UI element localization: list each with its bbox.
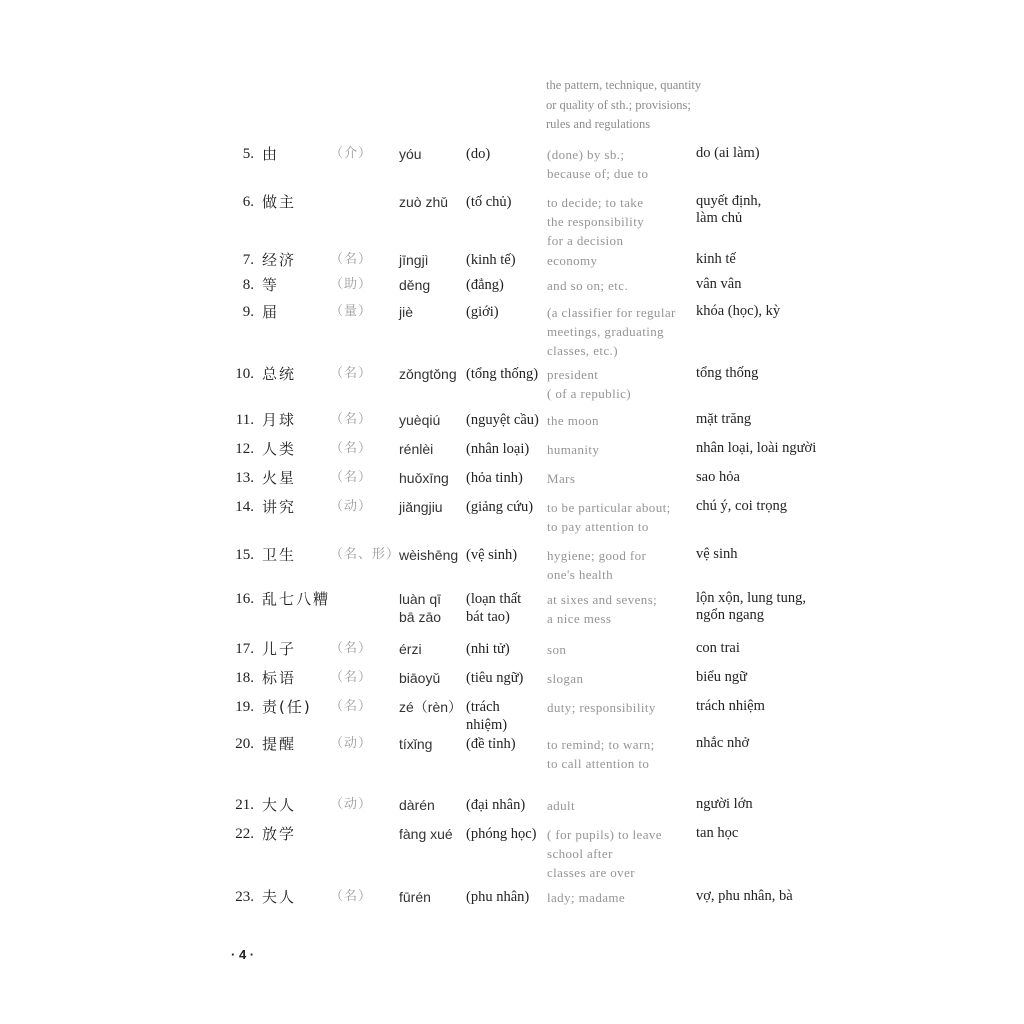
entry-sino-vietnamese: (tiêu ngữ) [466, 670, 524, 686]
entry-hanzi: 做主 [262, 193, 297, 211]
entry-number: 12. [235, 441, 254, 457]
entry-number: 6. [242, 194, 254, 210]
entry-sino-vietnamese: (tổng thống) [466, 366, 539, 382]
entry-pinyin: huǒxīng [399, 470, 449, 486]
entry-number: 19. [235, 699, 254, 715]
entry-sino-vietnamese: (đẳng) [466, 277, 504, 293]
entry-english: at sixes and sevens; a nice mess [547, 592, 658, 626]
entry-part-of-speech: （动） [330, 797, 373, 812]
entry-english: (done) by sb.; because of; due to [547, 147, 649, 181]
entry-pinyin: fàng xué [399, 826, 453, 842]
page-number: · 4 · [231, 947, 255, 962]
entry-hanzi: 由 [262, 145, 280, 163]
entry-pinyin: yóu [399, 146, 422, 162]
entry-hanzi: 大人 [262, 796, 297, 814]
entry-english: economy [547, 253, 598, 268]
entry-sino-vietnamese: (đại nhân) [466, 797, 526, 813]
entry-english: humanity [547, 442, 600, 457]
entry-hanzi: 等 [262, 276, 280, 294]
entry-english: to decide; to take the responsibility for a decision [547, 195, 645, 248]
entry-part-of-speech: （名） [330, 366, 373, 381]
entry-vietnamese: vợ, phu nhân, bà [696, 888, 793, 904]
entry-english: son [547, 642, 567, 657]
entry-vietnamese: sao hỏa [696, 469, 740, 485]
entry-number: 16. [235, 591, 254, 607]
entry-number: 17. [235, 641, 254, 657]
entry-number: 7. [242, 252, 254, 268]
entry-hanzi: 总统 [262, 365, 297, 383]
continued-definition: the pattern, technique, quantity or quality of sth.; provisions; rules and regulations [546, 78, 702, 131]
entry-vietnamese: chú ý, coi trọng [696, 498, 788, 514]
entry-vietnamese: do (ai làm) [696, 145, 760, 161]
entry-part-of-speech: （名） [330, 889, 373, 904]
entry-sino-vietnamese: (giảng cứu) [466, 499, 534, 515]
entry-sino-vietnamese: (nhi tử) [466, 641, 510, 657]
entry-pinyin: děng [399, 277, 431, 293]
entry-hanzi: 卫生 [262, 546, 297, 564]
entry-part-of-speech: （名） [330, 699, 373, 714]
entry-sino-vietnamese: (kinh tế) [466, 252, 516, 268]
entry-pinyin: jiǎngjiu [399, 499, 443, 515]
entry-english: adult [547, 798, 575, 813]
entry-number: 11. [235, 412, 254, 428]
entry-sino-vietnamese: (nhân loại) [466, 441, 530, 457]
entry-vietnamese: nhân loại, loài người [696, 440, 817, 456]
entry-hanzi: 责(任) [262, 698, 312, 716]
entry-part-of-speech: （名、形） [330, 547, 401, 562]
entry-vietnamese: nhắc nhở [696, 735, 750, 751]
entry-part-of-speech: （名） [330, 670, 373, 685]
entry-vietnamese: vệ sinh [696, 546, 738, 562]
entry-number: 8. [242, 277, 254, 293]
entry-pinyin: fūrén [399, 889, 431, 905]
entry-sino-vietnamese: (do) [466, 146, 491, 162]
entry-hanzi: 届 [262, 303, 280, 321]
entry-number: 22. [235, 826, 254, 842]
entry-sino-vietnamese: (đề tỉnh) [466, 736, 516, 752]
entry-pinyin: wèishēng [399, 547, 459, 563]
entry-vietnamese: tan học [696, 825, 739, 841]
entry-pinyin: tíxǐng [399, 736, 433, 752]
entry-vietnamese: mặt trăng [696, 411, 752, 427]
entry-number: 10. [235, 366, 254, 382]
entry-number: 14. [235, 499, 254, 515]
entry-number: 20. [235, 736, 254, 752]
entry-english: president ( of a republic) [547, 367, 631, 401]
entry-sino-vietnamese: (nguyệt cầu) [466, 412, 539, 428]
entry-number: 13. [235, 470, 254, 486]
entry-english: Mars [547, 471, 576, 486]
entry-pinyin: jiè [399, 304, 414, 320]
entry-sino-vietnamese: (loạn thất bát tao) [466, 591, 522, 625]
entry-hanzi: 提醒 [262, 735, 297, 753]
entry-hanzi: 火星 [262, 469, 297, 487]
entry-number: 23. [235, 889, 254, 905]
entry-sino-vietnamese: (hỏa tinh) [466, 470, 523, 486]
entry-part-of-speech: （名） [330, 412, 373, 427]
entry-hanzi: 夫人 [262, 888, 297, 906]
entry-english: slogan [547, 671, 584, 686]
entry-part-of-speech: （名） [330, 470, 373, 485]
entry-part-of-speech: （介） [330, 146, 373, 161]
entry-pinyin: jīngjì [399, 252, 429, 268]
entry-sino-vietnamese: (phu nhân) [466, 889, 530, 905]
entry-number: 18. [235, 670, 254, 686]
entry-sino-vietnamese: (vệ sinh) [466, 547, 518, 563]
entry-pinyin: rénlèi [399, 441, 434, 457]
entry-vietnamese: vân vân [696, 276, 742, 292]
entry-english: to remind; to warn; to call attention to [547, 737, 655, 771]
entry-hanzi: 人类 [262, 440, 297, 458]
entry-part-of-speech: （名） [330, 641, 373, 656]
entry-vietnamese: người lớn [696, 796, 753, 812]
entry-hanzi: 标语 [262, 669, 297, 687]
entry-part-of-speech: （动） [330, 736, 373, 751]
entry-sino-vietnamese: (giới) [466, 304, 499, 320]
entry-english: duty; responsibility [547, 700, 656, 715]
entry-part-of-speech: （量） [330, 304, 373, 319]
entry-part-of-speech: （名） [330, 441, 373, 456]
entry-pinyin: biāoyǔ [399, 670, 441, 686]
entry-hanzi: 放学 [262, 825, 297, 843]
entry-hanzi: 月球 [262, 411, 297, 429]
entry-number: 5. [242, 146, 254, 162]
entry-hanzi: 乱七八糟 [262, 590, 331, 608]
entry-hanzi: 儿子 [262, 640, 297, 658]
entry-vietnamese: trách nhiệm [696, 698, 765, 714]
entry-pinyin: dàrén [399, 797, 435, 813]
entry-vietnamese: kinh tế [696, 251, 736, 267]
entry-vietnamese: quyết định, làm chủ [696, 193, 762, 226]
entry-english: and so on; etc. [547, 278, 629, 293]
entry-part-of-speech: （名） [330, 252, 373, 267]
entry-vietnamese: biểu ngữ [696, 669, 747, 685]
entry-english: ( for pupils) to leave school after classes are over [547, 827, 662, 880]
entry-english: lady; madame [547, 890, 626, 905]
entry-vietnamese: khóa (học), kỳ [696, 303, 781, 319]
entry-part-of-speech: （助） [330, 277, 373, 292]
entry-pinyin: luàn qī bā zāo [399, 591, 442, 625]
entry-vietnamese: lộn xộn, lung tung, ngổn ngang [696, 590, 806, 623]
entry-pinyin: érzi [399, 641, 422, 657]
entry-part-of-speech: （动） [330, 499, 373, 514]
entry-english: (a classifier for regular meetings, graduating classes, etc.) [547, 305, 676, 358]
entry-hanzi: 讲究 [262, 498, 297, 516]
entry-vietnamese: tổng thống [696, 365, 759, 381]
entry-english: hygiene; good for one's health [547, 548, 647, 582]
entry-vietnamese: con trai [696, 640, 740, 656]
entry-number: 9. [242, 304, 254, 320]
entry-number: 15. [235, 547, 254, 563]
entry-pinyin: zǒngtǒng [399, 366, 457, 382]
entry-number: 21. [235, 797, 254, 813]
entry-sino-vietnamese: (trách nhiệm) [466, 699, 508, 733]
entry-pinyin: yuèqiú [399, 412, 441, 428]
entry-english: to be particular about; to pay attention to [547, 500, 671, 534]
entry-english: the moon [547, 413, 599, 428]
entry-pinyin: zé（rèn） [399, 699, 463, 715]
entry-hanzi: 经济 [262, 251, 297, 269]
entry-sino-vietnamese: (phóng học) [466, 826, 537, 842]
entry-pinyin: zuò zhǔ [399, 194, 449, 210]
entry-sino-vietnamese: (tố chủ) [466, 194, 512, 210]
